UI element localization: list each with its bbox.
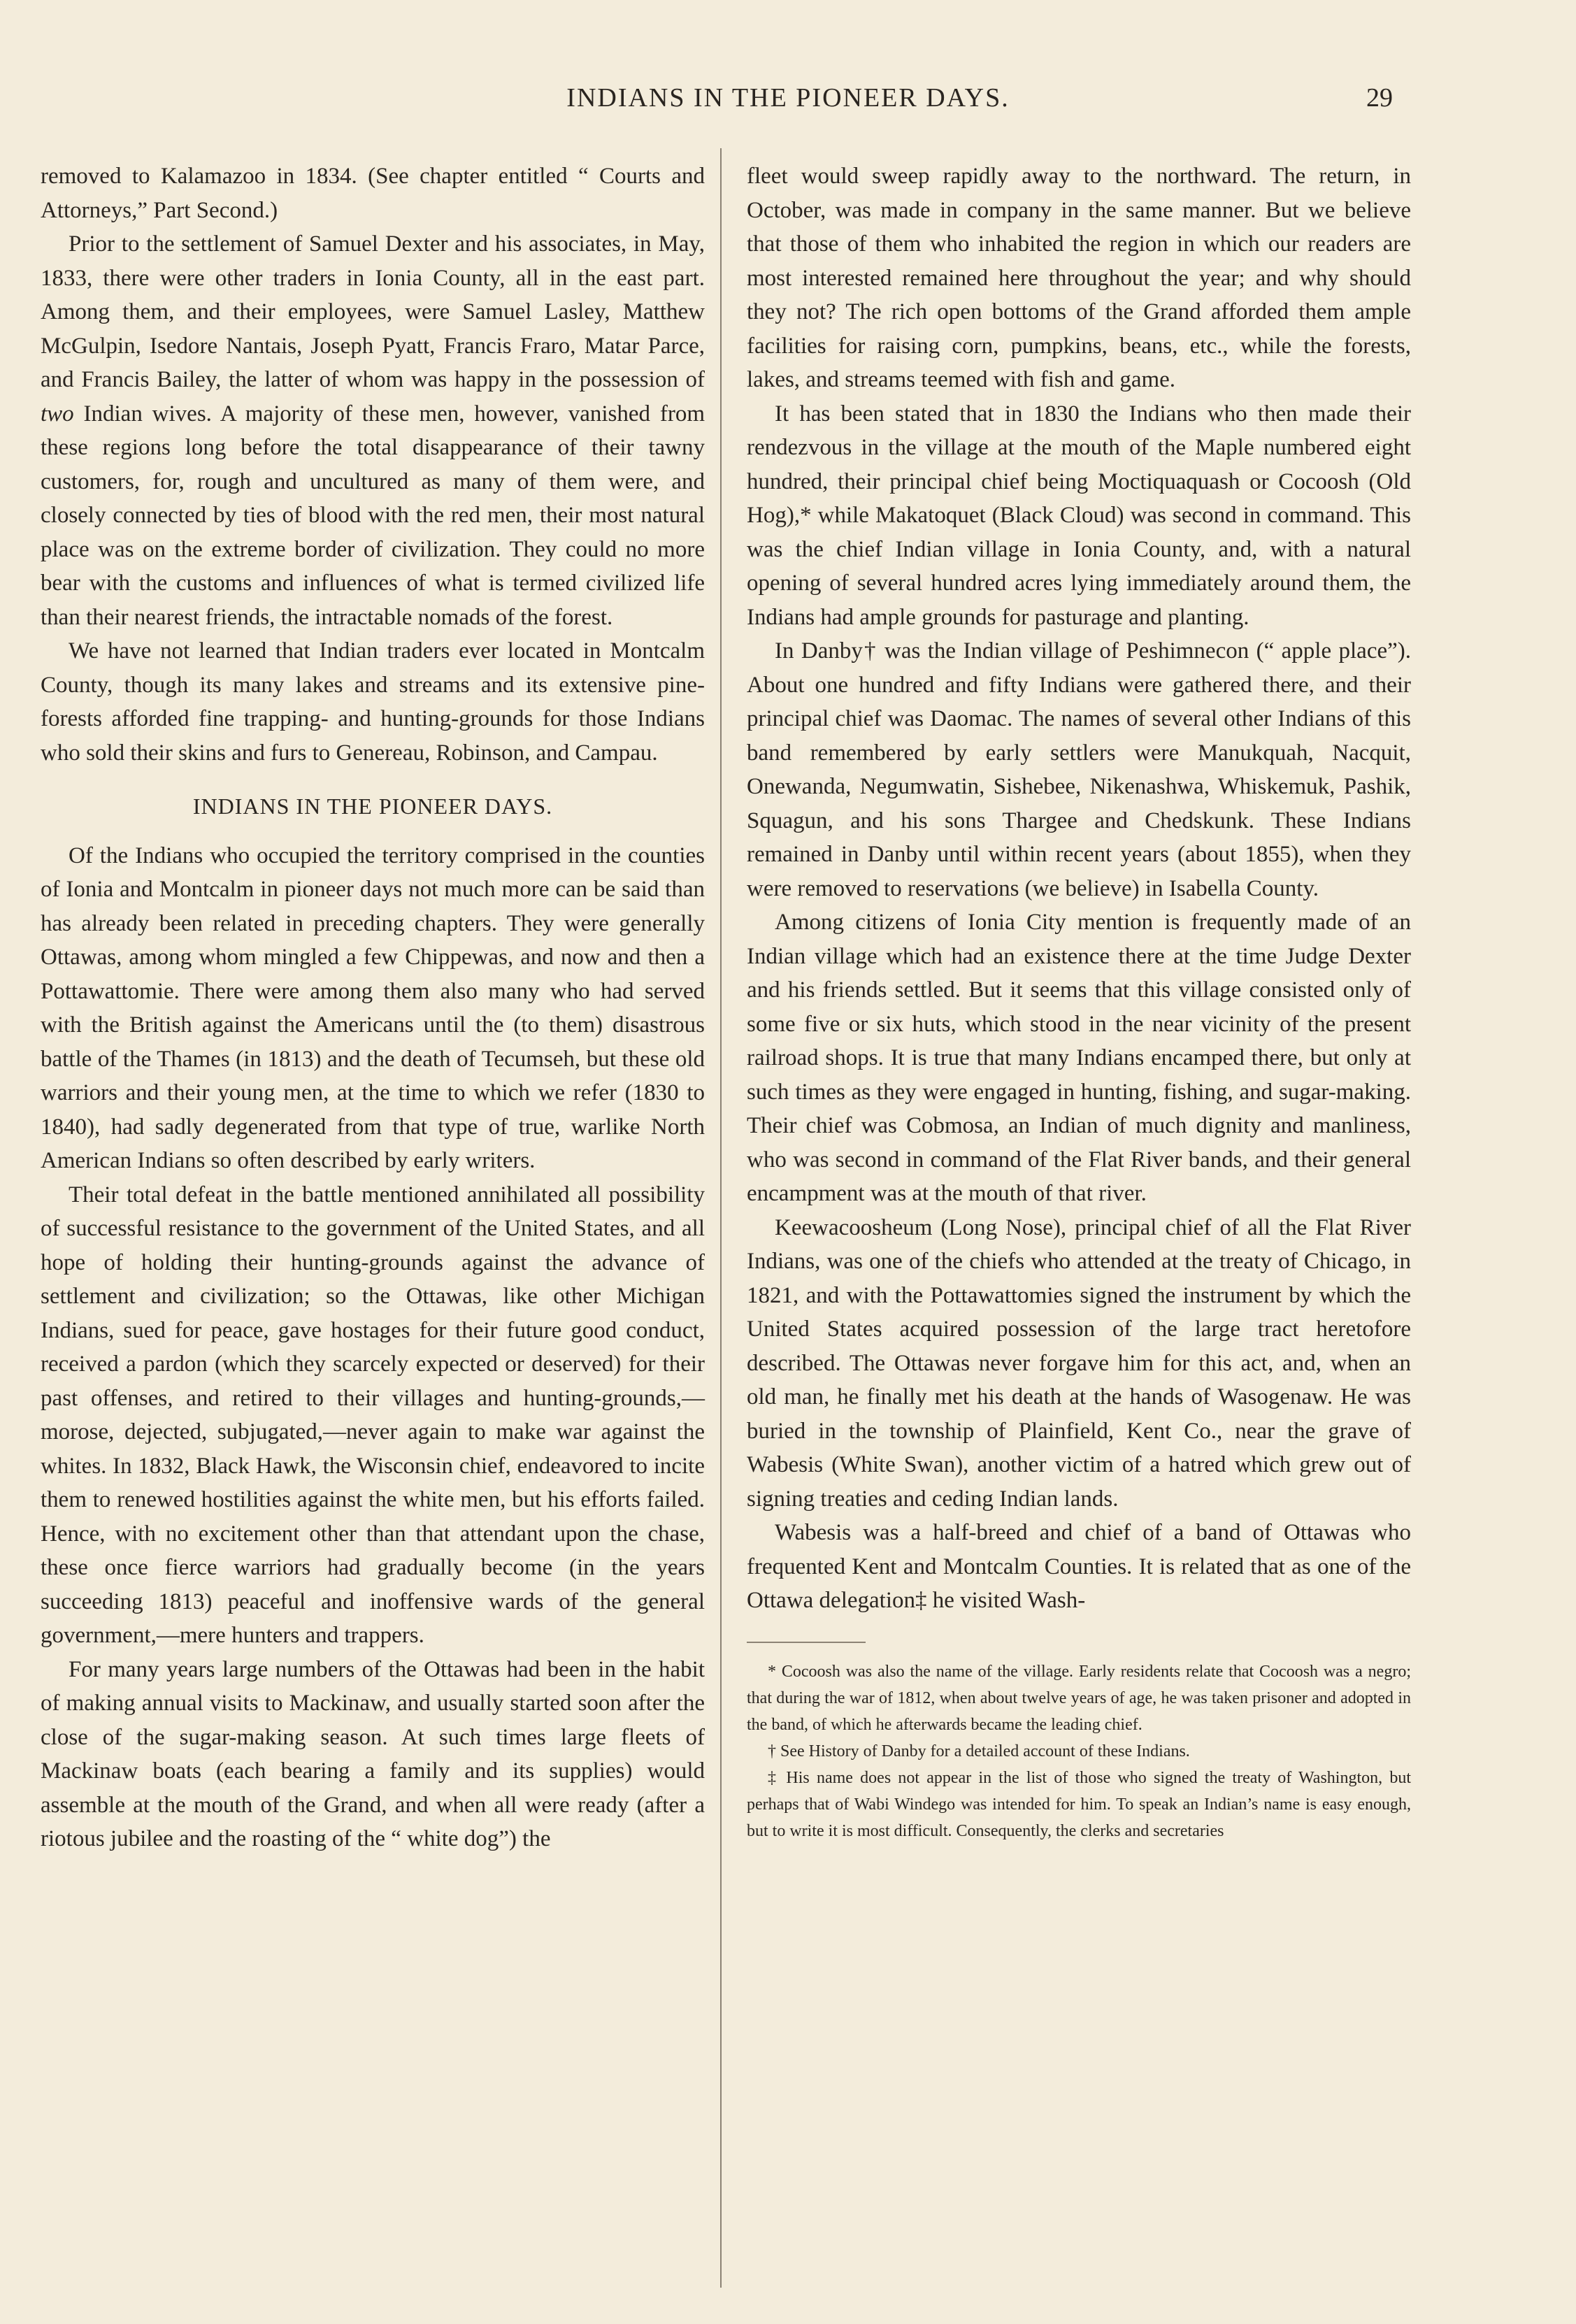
paragraph-text: Prior to the settlement of Samuel Dexter and his associates, in May, 1833, there were other traders in Ionia County, all in the east part. Among them, and their employees, were Samuel Lasley, Matthew McGulpin, Isedore Nantais, Joseph Pyatt, Francis Fraro, Matar Parce, and Francis Bailey, the latter of whom was happy in the possession of <box>41 231 705 392</box>
paragraph: It has been stated that in 1830 the Indians who then made their rendezvous in the village at the mouth of the Maple numbered eight hundred, their principal chief being Moctiquaquash or Cocoosh (Old Hog),* while Makatoquet (Black Cloud) was second in command. This was the chief Indian village in Ionia County, and, with a natural opening of several hundred acres lying immediately around them, the Indians had ample grounds for pasturage and planting. <box>747 401 1411 630</box>
paragraph: Keewacoosheum (Long Nose), principal chief of all the Flat River Indians, was one of the chiefs who attended at the treaty of Chicago, in 1821, and with the Pottawattomies signed the instrument by which the United States acquired possession of the large tract heretofore described. The Ottawas never forgave him for this act, and, when an old man, he finally met his death at the hands of Wasogenaw. He was buried in the township of Plainfield, Kent Co., near the grave of Wabesis (White Swan), another victim of a hatred which grew out of signing treaties and ceding Indian lands. <box>747 1214 1411 1512</box>
running-head: INDIANS IN THE PIONEER DAYS. <box>566 83 1010 113</box>
paragraph: Among citizens of Ionia City mention is frequently made of an Indian village which had an existence there at the time Judge Dexter and his friends settled. But it seems that this village consisted only of some five or six huts, which stood in the near vicinity of the present railroad shops. It is true that many Indians encamped there, but only at such times as they were engaged in hunting, fishing, and sugar-making. Their chief was Cobmosa, an Indian of much dignity and manliness, who was second in command of the Flat River bands, and their general encampment was at the mouth of that river. <box>747 910 1411 1206</box>
paragraph: Of the Indians who occupied the territory comprised in the counties of Ionia and Montcalm in pioneer days not much more can be said than has already been related in preceding chapters. They were generally Ottawas, among whom mingled a few Chippewas, and now and then a Pottawattomie. There were among them also many who had served with the British against the Americans until the (to them) disastrous battle of the Thames (in 1813) and the death of Tecumseh, but these old warriors and their young men, at the time to which we refer (1830 to 1840), had sadly degenerated from that type of true, warlike North American Indians so often described by early writers. <box>41 842 705 1173</box>
left-column <box>41 159 705 1856</box>
paragraph-text: Indian wives. A majority of these men, however, vanished from these regions long before the total disappearance of their tawny customers, for, rough and uncultured as many of them were, and closely connected by ties of blood with the red men, their most natural place was on the extreme border of civilization. They could no more bear with the customs and influences of what is termed civilized life than their nearest friends, the intractable nomads of the forest. <box>41 401 705 630</box>
paragraph: Their total defeat in the battle mentioned annihilated all possibility of successful resistance to the government of the United States, and all hope of holding their hunting-grounds against the advance of settlement and civilization; so the Ottawas, like other Michigan Indians, sued for peace, gave hostages for their future good conduct, received a pardon (which they scarcely expected or deserved) for their past offenses, and retired to their villages and hunting-grounds,—morose, dejected, subjugated,—never again to make war against the whites. In 1832, Black Hawk, the Wisconsin chief, endeavored to incite them to renewed hostilities against the white men, but his efforts failed. Hence, with no excitement other than that attendant upon the chase, these once fierce warriors had gradually become (in the years succeeding 1813) peaceful and inoffensive wards of the general government,—mere hunters and trappers. <box>41 1182 705 1648</box>
footnote: † See History of Danby for a detailed account of these Indians. <box>768 1742 1190 1760</box>
paragraph: fleet would sweep rapidly away to the northward. The return, in October, was made in company in the same manner. But we believe that those of them who inhabited the region in which our readers are most interested remained here throughout the year; and why should they not? The rich open bottoms of the Grand afforded them ample facilities for raising corn, pumpkins, beans, etc., while the forests, lakes, and streams teemed with fish and game. <box>747 164 1411 392</box>
page-header <box>0 83 1576 124</box>
paragraph: Wabesis was a half-breed and chief of a band of Ottawas who frequented Kent and Montcalm Counties. It is related that as one of the Ottawa delegation‡ he visited Wash- <box>747 1520 1411 1613</box>
column-divider <box>720 148 722 2288</box>
emphasis-text: two <box>41 401 74 426</box>
paragraph: We have not learned that Indian traders ever located in Montcalm County, though its many lakes and streams and its extensive pine-forests afforded fine trapping- and hunting-grounds for those Indians who sold their skins and furs to Genereau, Robinson, and Campau. <box>41 638 705 766</box>
footnote-divider <box>747 1642 866 1643</box>
right-column <box>747 159 1411 1844</box>
section-heading: INDIANS IN THE PIONEER DAYS. <box>192 794 553 819</box>
footnotes <box>747 1658 1411 1844</box>
page-number: 29 <box>1366 83 1393 113</box>
footnote: * Cocoosh was also the name of the village. Early residents relate that Cocoosh was a negro; that during the war of 1812, when about twelve years of age, he was taken prisoner and adopted in the band, of which he afterwards became the leading chief. <box>747 1662 1411 1734</box>
paragraph: In Danby† was the Indian village of Peshimnecon (“ apple place”). About one hundred and fifty Indians were gathered there, and their principal chief was Daomac. The names of several other Indians of this band remembered by early settlers were Manukquah, Nacquit, Onewanda, Negumwatin, Sishebee, Nikenashwa, Whiskemuk, Pashik, Squagun, and his sons Thargee and Chedskunk. These Indians remained in Danby until within recent years (about 1855), when they were removed to reservations (we believe) in Isabella County. <box>747 638 1411 901</box>
footnote: ‡ His name does not appear in the list of those who signed the treaty of Washington, but perhaps that of Wabi Windego was intended for him. To speak an Indian’s name is easy enough, but to write it is most difficult. Consequently, the clerks and secretaries <box>747 1768 1411 1840</box>
paragraph <box>41 227 705 634</box>
paragraph: removed to Kalamazoo in 1834. (See chapter entitled “ Courts and Attorneys,” Part Second.) <box>41 164 705 223</box>
paragraph: For many years large numbers of the Ottawas had been in the habit of making annual visits to Mackinaw, and usually started soon after the close of the sugar-making season. At such times large fleets of Mackinaw boats (each bearing a family and its supplies) would assemble at the mouth of the Grand, and when all were ready (after a riotous jubilee and the roasting of the “ white dog”) the <box>41 1656 705 1851</box>
